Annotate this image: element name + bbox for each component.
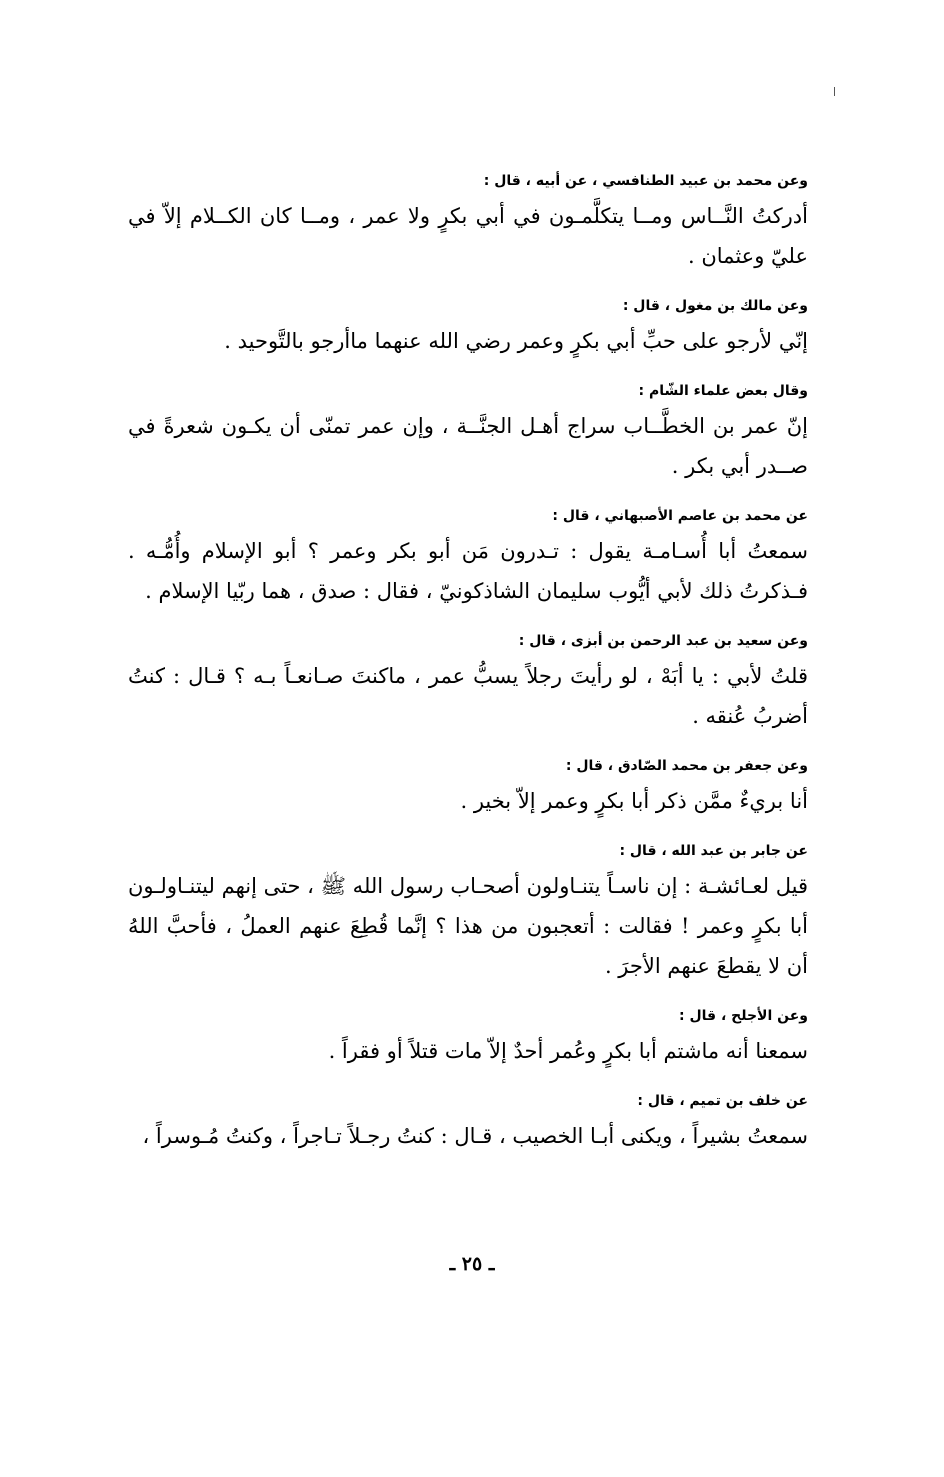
entry-text: سمعتُ بشيراً ، ويكنى أبـا الخصيب ، قـال : كنتُ رجـلاً تـاجراً ، وكنتُ مُـوسراً ، [142,1124,808,1148]
entry-heading: وعن مالك بن مغول ، قال : [622,298,808,314]
scan-mark [834,87,835,96]
entry-heading: عن خلف بن تميم ، قال : [637,1093,808,1109]
entry-heading: وعن سعيد بن عبد الرحمن بن أبزى ، قال : [518,633,808,649]
entry-text: إنّي لأرجو على حبِّ أبي بكرٍ وعمر رضي الله عنهما ماأرجو بالتَّوحيد . [224,329,808,353]
page-body [128,170,808,1156]
entry-text: قلتُ لأبي : يا أبَهْ ، لو رأيتَ رجلاً يسبُّ عمر ، ماكنتَ صـانعـاً بـه ؟ قـال : كنتُ أضربُ عُنقه . [128,664,808,728]
entry-heading: وقال بعض علماء الشّام : [638,383,808,399]
entry-text: قيل لعـائشـة : إن ناسـاً يتنـاولون أصحـاب رسول الله ﷺ ، حتى إنهم ليتنـاولـون أبا بكرٍ وعمر ! فقالت : أتعجبون من هذا ؟ إنَّما قُطِعَ عنهم العملُ ، فأحبَّ اللهُ أن لا يقطعَ عنهم الأجرَ . [128,874,808,978]
entry-text: أدركتُ النَّــاس ومــا يتكلَّمـون في أبي بكرٍ ولا عمر ، ومــا كان الكــلام إلاّ في عليّ وعثمان . [128,204,808,268]
entry-text: سمعنا أنه ماشتم أبا بكرٍ وعُمر أحدٌ إلاّ مات قتلاً أو فقراً . [328,1039,808,1063]
entry-9 [128,1090,808,1156]
entry-2 [128,295,808,361]
entry-heading: عن جابر بن عبد الله ، قال : [619,843,808,859]
entry-text: سمعتُ أبا أُسـامـة يقول : تـدرون مَن أبو بكر وعمر ؟ أبو الإسلام وأُمُّـه . فـذكرتُ ذلك لأبي أيُّوب سليمان الشاذكونيّ ، فقال : صدق ، هما ربّيا الإسلام . [128,539,808,603]
entry-heading: وعن جعفر بن محمد الصّادق ، قال : [565,758,808,774]
entry-heading: وعن الأجلح ، قال : [679,1008,808,1024]
entry-heading: عن محمد بن عاصم الأصبهاني ، قال : [552,508,808,524]
entry-7 [128,840,808,986]
entry-4 [128,505,808,611]
entry-5 [128,630,808,736]
entry-6 [128,755,808,821]
entry-heading: وعن محمد بن عبيد الطنافسي ، عن أبيه ، قال : [483,173,808,189]
entry-1 [128,170,808,276]
entry-3 [128,380,808,486]
page-number: ـ ٢٥ ـ [449,1253,495,1275]
entry-text: إنّ عمر بن الخطَّــاب سراج أهـل الجنَّــة ، وإن عمر تمنّى أن يكـون شعرةً في صــدر أبي بكر . [128,414,808,478]
entry-8 [128,1005,808,1071]
entry-text: أنا بريءٌ ممَّن ذكر أبا بكرٍ وعمر إلاّ بخير . [460,789,808,813]
